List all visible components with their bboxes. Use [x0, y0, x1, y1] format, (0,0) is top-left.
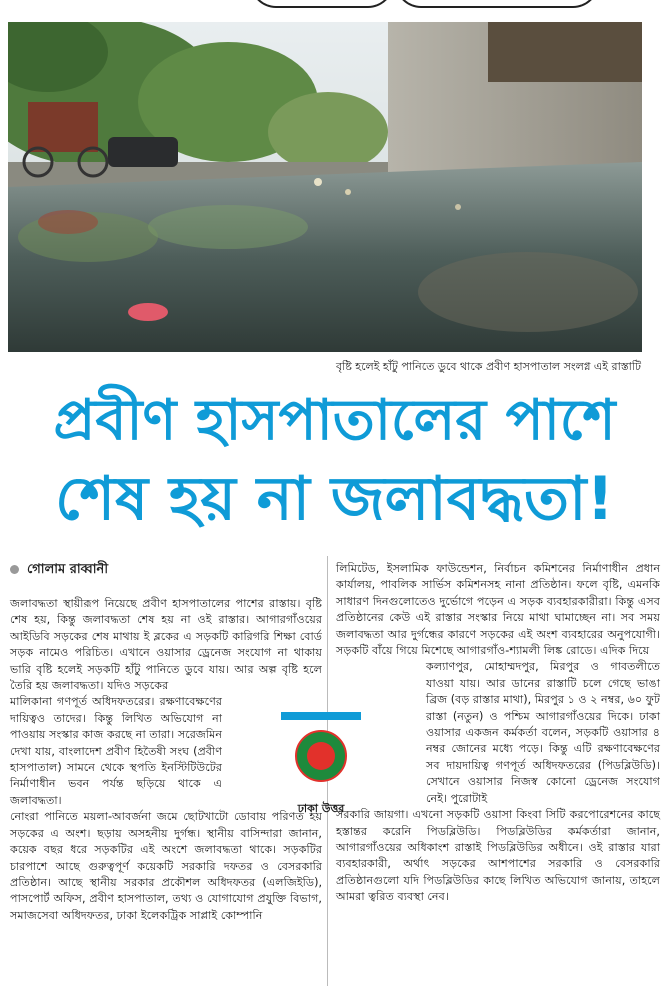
paragraph: কল্যাণপুর, মোহাম্মদপুর, মিরপুর ও গাবতলীতে যাওয়া যায়। আর ডানের রাস্তাটি চলে গেছে ভাঙা ব্রিজ (বড় রাস্তার মাথা), মিরপুর ১ ও ২ নম্বর, ৬০ ফুট রাস্তা (নতুন) ও পশ্চিম আগারগাঁওয়ের দিকে। ঢাকা ওয়াসার একজন কর্মকর্তা বলেন, সড়কটি ওয়াসার ৪ নম্বর জোনের মধ্যে পড়ে। কিন্তু এটি রক্ষণাবেক্ষণের সব দায়দায়িত্ব গণপূর্ত অধিদফতরের (পিডব্লিউডি)। সেখানে ওয়াসার নিজস্ব কোনো ড্রেনেজ সংযোগ নেই। পুরোটাই: [426, 660, 660, 805]
news-photo: [8, 22, 642, 352]
paragraph: জলাবদ্ধতা স্থায়ীরূপ নিয়েছে প্রবীণ হাসপাতালের পাশের রাস্তায়। বৃষ্টি শেষ হয়, কিন্তু জলাবদ্ধতা শেষ হয় না ওই রাস্তার। আগারগাঁওয়ের আইডিবি সড়কের শেষ মাথায় ই ব্লকের এ সড়কটি কারিগরি শিক্ষা বোর্ড সড়ক নামেও পরিচিত। এখানে ওয়াসার ড্রেনেজ সংযোগ না থাকায় ভারি বৃষ্টি হলেই সড়কটি হাঁটু পানিতে ডুবে যায়। আর অল্প বৃষ্টি হলে তৈরি হয় জলাবদ্ধতা। যদিও সড়কের: [10, 597, 322, 693]
headline-line-2: শেষ হয় না জলাবদ্ধতা!: [55, 464, 614, 534]
page-top-decoration: [0, 0, 669, 8]
article-column-2: [336, 561, 660, 906]
paragraph: মালিকানা গণপূর্ত অধিদফতরের। রক্ষণাবেক্ষণের দায়িত্বও তাদের। কিন্তু লিখিত অভিযোগ না পাওয়ায় সংস্কার কাজ করছে না তারা। সরেজমিন দেখা যায়, বাংলাদেশ প্রবীণ হিতৈষী সংঘ (প্রবীণ হাসপাতাল) সামনে থেকে স্থপতি ইনস্টিটিউটের নির্মাণাধীন ভবন পর্যন্ত ছড়িয়ে থাকে এ জলাবদ্ধতা।: [10, 695, 222, 807]
byline: [10, 560, 108, 581]
paragraph: নোংরা পানিতে ময়লা-আবর্জনা জমে ছোটখাটো ডোবায় পরিণত হয় সড়কের এ অংশ। ছড়ায় অসহনীয় দুর্গন্ধ। স্থানীয় বাসিন্দারা জানান, কয়েক বছর ধরে সড়কটির এই অংশে জলাবদ্ধতা থাকে। সড়কটির চারপাশে আছে গুরুত্বপূর্ণ কয়েকটি সরকারি দফতর ও বেসরকারি প্রতিষ্ঠান। আছে স্থানীয় সরকার প্রকৌশল অধিদফতর (এলজিইডি), পাসপোর্ট অফিস, প্রবীণ হাসপাতাল, তথ্য ও যোগাযোগ প্রযুক্তি বিভাগ, সমাজসেবা অধিদফতর, ঢাকা ইলেকট্রিক সাপ্লাই কোম্পানি: [10, 810, 322, 922]
article-column-1: [10, 596, 322, 924]
headline-line-1: প্রবীণ হাসপাতালের পাশে: [53, 388, 616, 453]
logo-label: ঢাকা উত্তর: [297, 802, 345, 815]
paragraph: লিমিটেড, ইসলামিক ফাউন্ডেশন, নির্বাচন কমিশনের নির্মাণাধীন প্রধান কার্যালয়, পাবলিক সার্ভিস কমিশনসহ নানা প্রতিষ্ঠান। ফলে বৃষ্টি, এমনকি সাধারণ দিনগুলোতেও দুর্ভোগে পড়েন এ সড়ক ব্যবহারকারীরা। কিন্তু এসব প্রতিষ্ঠানের কেউ এই রাস্তার সংস্কার নিয়ে মাথা ঘামাচ্ছেন না। সব সময় জলাবদ্ধতা আর দুর্গন্ধের কারণে সড়কের এই অংশ ব্যবহারের অনুপযোগী। সড়কটি বাঁয়ে গিয়ে মিশেছে আগারগাঁও-শ্যামলী লিঙ্ক রোডে। এদিক দিয়ে: [336, 562, 660, 658]
top-arc-right: [395, 0, 599, 8]
author-name: গোলাম রাব্বানী: [27, 562, 109, 577]
headline: [0, 382, 669, 538]
paragraph: সরকারি জায়গা। এখনো সড়কটি ওয়াসা কিংবা সিটি করপোরেশনের কাছে হস্তান্তর করেনি পিডব্লিউডি। পিডব্লিউডির কর্মকর্তারা জানান, আগারগাঁওয়ের অধিকাংশ রাস্তাই পিডব্লিউডির অধীনে। ওই রাস্তার যারা ব্যবহারকারী, অর্থাৎ সড়কের আশপাশের সরকারি ও বেসরকারি প্রতিষ্ঠানগুলো যদি পিডব্লিউডির কাছে লিখিত অভিযোগ জানায়, তাহলে আমরা ত্বরিত ব্যবস্থা নেব।: [336, 808, 660, 904]
photo-caption: বৃষ্টি হলেই হাঁটু পানিতে ডুবে থাকে প্রবীণ হাসপাতাল সংলগ্ন এই রাস্তাটি: [335, 360, 641, 373]
bullet-icon: [10, 565, 19, 574]
top-arc-left: [250, 0, 394, 8]
